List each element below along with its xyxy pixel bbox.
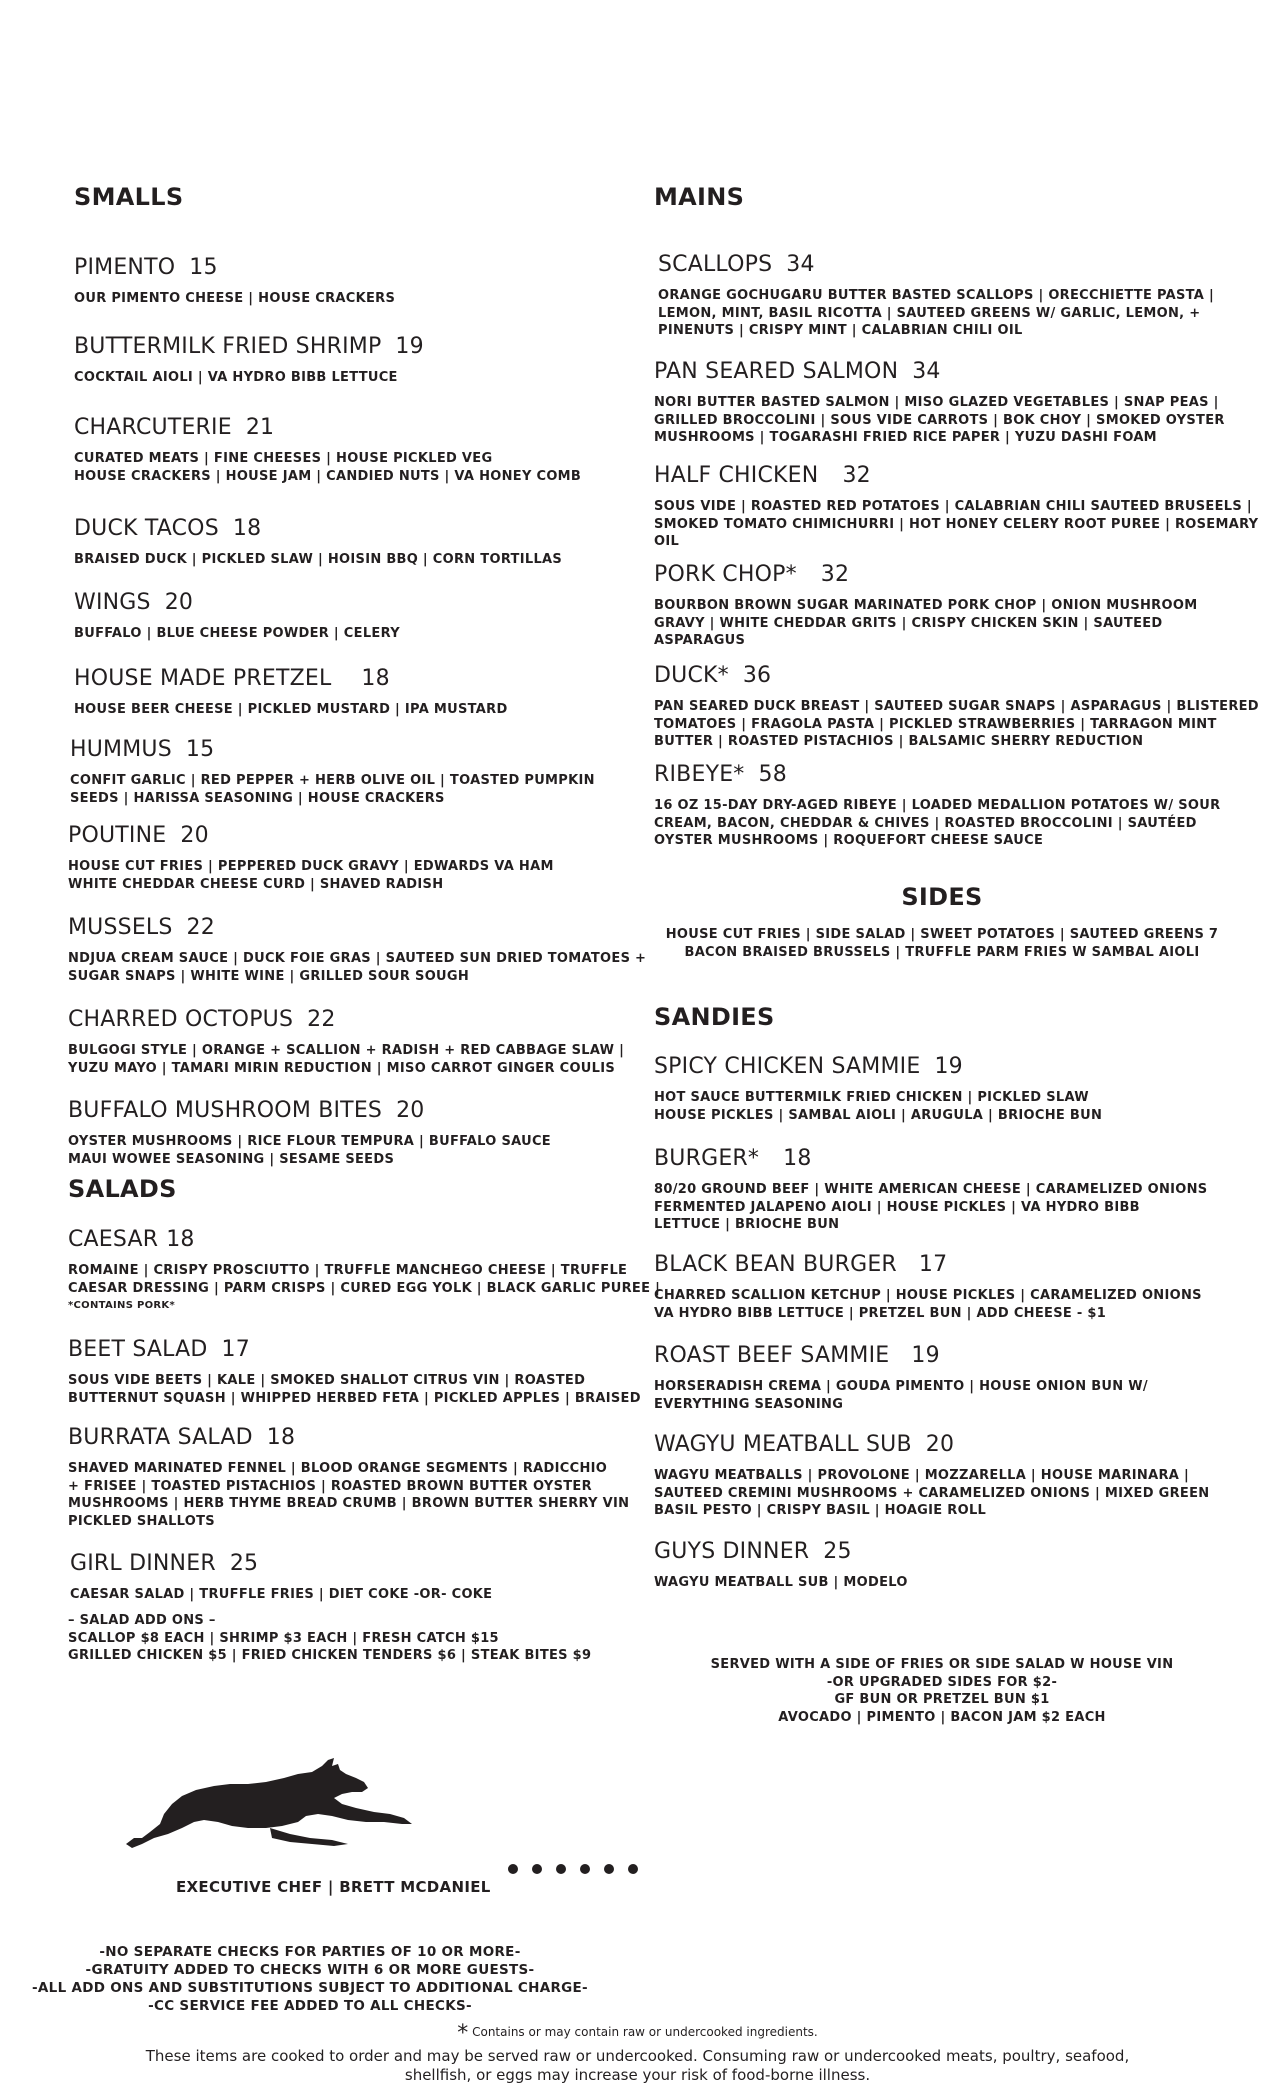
menu-item-charred-octopus: [68, 1007, 624, 1077]
item-name: HALF CHICKEN: [654, 463, 819, 488]
item-desc-line: SOUS VIDE BEETS | KALE | SMOKED SHALLOT CITRUS VIN | ROASTED: [68, 1373, 586, 1388]
item-desc-line: MUSHROOMS | TOGARASHI FRIED RICE PAPER | YUZU DASHI FOAM: [654, 430, 1157, 445]
menu-item-house-made-pretzel: [74, 666, 508, 719]
menu-item-caesar: [68, 1227, 660, 1315]
disclaimer-line: shellfish, or eggs may increase your risk of food-borne illness.: [404, 2066, 871, 2084]
item-desc-line: HORSERADISH CREMA | GOUDA PIMENTO | HOUSE ONION BUN W/: [654, 1379, 1148, 1394]
menu-item-girl-dinner: [70, 1551, 492, 1604]
menu-item-buttermilk-fried-shrimp: [74, 334, 424, 387]
menu-item-duck: [654, 663, 1259, 751]
divider-dot: [532, 1864, 542, 1874]
salad-add-ons: [68, 1612, 591, 1665]
item-price: 17: [221, 1337, 250, 1362]
item-desc-line: CURATED MEATS | FINE CHEESES | HOUSE PICKLED VEG: [74, 451, 493, 466]
item-desc-line: VA HYDRO BIBB LETTUCE | PRETZEL BUN | ADD CHEESE - $1: [654, 1305, 1107, 1321]
item-name: WAGYU MEATBALL SUB: [654, 1432, 912, 1457]
item-name: POUTINE: [68, 823, 167, 848]
dots-divider: [508, 1864, 638, 1874]
item-desc-line: SHAVED MARINATED FENNEL | BLOOD ORANGE SEGMENTS | RADICCHIO: [68, 1461, 608, 1476]
menu-item-half-chicken: [654, 463, 1258, 551]
item-name: PORK CHOP*: [654, 562, 797, 587]
item-desc-line: PAN SEARED DUCK BREAST | SAUTEED SUGAR SNAPS | ASPARAGUS | BLISTERED: [654, 699, 1259, 714]
item-name: DUCK*: [654, 663, 729, 688]
policy-line: -GRATUITY ADDED TO CHECKS WITH 6 OR MORE GUESTS-: [85, 1962, 535, 1978]
section-title-salads: SALADS: [68, 1175, 177, 1203]
item-name: ROAST BEEF SAMMIE: [654, 1343, 890, 1368]
contains-pork-note: *CONTAINS PORK*: [68, 1300, 176, 1311]
item-name: GUYS DINNER: [654, 1539, 810, 1564]
item-price: 36: [742, 663, 772, 688]
menu-item-hummus: [70, 737, 595, 807]
item-price: 18: [232, 516, 262, 541]
item-price: 32: [820, 562, 850, 587]
item-price: 25: [823, 1539, 852, 1564]
item-name: BUTTERMILK FRIED SHRIMP: [74, 334, 382, 359]
item-name: PAN SEARED SALMON: [654, 359, 899, 384]
item-desc-line: SEEDS | HARISSA SEASONING | HOUSE CRACKERS: [70, 790, 445, 806]
item-price: 20: [925, 1432, 955, 1457]
item-name: BUFFALO MUSHROOM BITES: [68, 1098, 383, 1123]
item-name: GIRL DINNER: [70, 1551, 216, 1576]
item-price: 19: [395, 334, 424, 359]
menu-item-beet-salad: [68, 1337, 641, 1407]
item-name: SPICY CHICKEN SAMMIE: [654, 1054, 921, 1079]
item-desc-line: HOUSE PICKLES | SAMBAL AIOLI | ARUGULA | BRIOCHE BUN: [654, 1107, 1103, 1123]
menu-item-burrata-salad: [68, 1425, 629, 1530]
menu-item-pan-seared-salmon: [654, 359, 1225, 447]
item-desc-line: CAESAR DRESSING | PARM CRISPS | CURED EGG YOLK | BLACK GARLIC PUREE |: [68, 1280, 661, 1296]
item-desc-line: WAGYU MEATBALLS | PROVOLONE | MOZZARELLA | HOUSE MARINARA |: [654, 1468, 1189, 1483]
item-price: 21: [245, 415, 275, 440]
item-price: 19: [911, 1343, 940, 1368]
add-ons-line: GRILLED CHICKEN $5 | FRIED CHICKEN TENDERS $6 | STEAK BITES $9: [68, 1648, 592, 1663]
item-desc-line: EVERYTHING SEASONING: [654, 1396, 844, 1412]
item-desc-line: OYSTER MUSHROOMS | ROQUEFORT CHEESE SAUCE: [654, 833, 1044, 848]
item-desc-line: + FRISEE | TOASTED PISTACHIOS | ROASTED BROWN BUTTER OYSTER: [68, 1478, 592, 1494]
item-desc-line: SUGAR SNAPS | WHITE WINE | GRILLED SOUR SOUGH: [68, 968, 470, 984]
divider-dot: [556, 1864, 566, 1874]
item-desc-line: PICKLED SHALLOTS: [68, 1513, 215, 1529]
executive-chef-credit: EXECUTIVE CHEF | BRETT MCDANIEL: [176, 1878, 491, 1896]
item-desc-line: CONFIT GARLIC | RED PEPPER + HERB OLIVE OIL | TOASTED PUMPKIN: [70, 773, 595, 788]
menu-item-pork-chop: [654, 562, 1197, 650]
item-desc-line: BUTTER | ROASTED PISTACHIOS | BALSAMIC SHERRY REDUCTION: [654, 734, 1144, 749]
add-ons-heading: – SALAD ADD ONS –: [68, 1613, 216, 1628]
item-desc-line: LEMON, MINT, BASIL RICOTTA | SAUTEED GREENS W/ GARLIC, LEMON, +: [658, 305, 1201, 321]
item-desc-line: BASIL PESTO | CRISPY BASIL | HOAGIE ROLL: [654, 1503, 987, 1518]
item-name: CHARCUTERIE: [74, 415, 232, 440]
item-desc-line: MAUI WOWEE SEASONING | SESAME SEEDS: [68, 1151, 395, 1167]
policy-line: -ALL ADD ONS AND SUBSTITUTIONS SUBJECT TO ADDITIONAL CHARGE-: [32, 1980, 588, 1996]
item-desc-line: HOUSE CRACKERS | HOUSE JAM | CANDIED NUTS | VA HONEY COMB: [74, 468, 582, 484]
menu-item-guys-dinner: [654, 1539, 908, 1592]
item-price: 34: [786, 252, 815, 277]
item-desc-line: OYSTER MUSHROOMS | RICE FLOUR TEMPURA | BUFFALO SAUCE: [68, 1134, 551, 1149]
add-ons-line: SCALLOP $8 EACH | SHRIMP $3 EACH | FRESH CATCH $15: [68, 1630, 499, 1646]
menu-item-wagyu-meatball-sub: [654, 1432, 1209, 1520]
item-desc-line: OIL: [654, 534, 680, 549]
item-name: BURRATA SALAD: [68, 1425, 253, 1450]
running-rabbit-icon: [120, 1752, 420, 1852]
item-desc-line: 16 OZ 15-DAY DRY-AGED RIBEYE | LOADED MEDALLION POTATOES W/ SOUR: [654, 798, 1221, 813]
item-price: 18: [266, 1425, 296, 1450]
item-desc-line: SAUTEED CREMINI MUSHROOMS + CARAMELIZED ONIONS | MIXED GREEN: [654, 1485, 1210, 1501]
menu-item-black-bean-burger: [654, 1252, 1202, 1322]
item-name: MUSSELS: [68, 915, 173, 940]
item-desc-line: ORANGE GOCHUGARU BUTTER BASTED SCALLOPS | ORECCHIETTE PASTA |: [658, 288, 1215, 303]
item-name: CHARRED OCTOPUS: [68, 1007, 294, 1032]
menu-item-wings: [74, 590, 400, 643]
served-with-line: AVOCADO | PIMENTO | BACON JAM $2 EACH: [778, 1709, 1106, 1725]
item-price: 18: [783, 1146, 812, 1171]
item-desc-line: OUR PIMENTO CHEESE | HOUSE CRACKERS: [74, 291, 396, 306]
sides-line: BACON BRAISED BRUSSELS | TRUFFLE PARM FRIES W SAMBAL AIOLI: [684, 944, 1200, 960]
section-title-sandies: SANDIES: [654, 1003, 775, 1031]
item-name: BLACK BEAN BURGER: [654, 1252, 897, 1277]
menu-item-burger: [654, 1146, 1207, 1234]
item-desc-line: BRAISED DUCK | PICKLED SLAW | HOISIN BBQ | CORN TORTILLAS: [74, 552, 563, 567]
policy-line: -CC SERVICE FEE ADDED TO ALL CHECKS-: [148, 1998, 472, 2014]
item-price: 22: [307, 1007, 336, 1032]
item-desc-line: LETTUCE | BRIOCHE BUN: [654, 1217, 840, 1232]
item-desc-line: BUFFALO | BLUE CHEESE POWDER | CELERY: [74, 626, 400, 641]
item-price: 20: [164, 590, 194, 615]
item-desc-line: WAGYU MEATBALL SUB | MODELO: [654, 1575, 908, 1590]
menu-item-poutine: [68, 823, 554, 893]
item-price: 32: [842, 463, 871, 488]
item-name: CAESAR: [68, 1227, 159, 1252]
item-desc-line: GRILLED BROCCOLINI | SOUS VIDE CARROTS | BOK CHOY | SMOKED OYSTER: [654, 412, 1225, 428]
item-desc-line: SMOKED TOMATO CHIMICHURRI | HOT HONEY CELERY ROOT PUREE | ROSEMARY: [654, 516, 1259, 532]
item-desc-line: FERMENTED JALAPENO AIOLI | HOUSE PICKLES | VA HYDRO BIBB: [654, 1199, 1140, 1215]
item-price: 15: [185, 737, 215, 762]
menu-item-pimento: [74, 255, 395, 308]
item-price: 18: [361, 666, 390, 691]
item-desc-line: SOUS VIDE | ROASTED RED POTATOES | CALABRIAN CHILI SAUTEED BRUSEELS |: [654, 499, 1252, 514]
sandies-served-with: [652, 1656, 1232, 1726]
section-title-mains: MAINS: [654, 183, 745, 211]
item-desc-line: BUTTERNUT SQUASH | WHIPPED HERBED FETA | PICKLED APPLES | BRAISED: [68, 1390, 641, 1406]
item-desc-line: COCKTAIL AIOLI | VA HYDRO BIBB LETTUCE: [74, 370, 398, 385]
menu-item-duck-tacos: [74, 516, 562, 569]
item-desc-line: MUSHROOMS | HERB THYME BREAD CRUMB | BROWN BUTTER SHERRY VIN: [68, 1496, 630, 1511]
item-name: DUCK TACOS: [74, 516, 219, 541]
item-desc-line: HOT SAUCE BUTTERMILK FRIED CHICKEN | PICKLED SLAW: [654, 1090, 1089, 1105]
house-policies: [30, 1943, 590, 2015]
divider-dot: [628, 1864, 638, 1874]
asterisk-mark: *: [457, 2021, 469, 2046]
served-with-line: GF BUN OR PRETZEL BUN $1: [834, 1692, 1050, 1707]
item-desc-line: BULGOGI STYLE | ORANGE + SCALLION + RADISH + RED CABBAGE SLAW |: [68, 1043, 625, 1058]
divider-dot: [604, 1864, 614, 1874]
raw-food-short-text: Contains or may contain raw or undercooked ingredients.: [472, 2025, 818, 2039]
item-desc-line: HOUSE BEER CHEESE | PICKLED MUSTARD | IPA MUSTARD: [74, 702, 508, 717]
section-title-smalls: SMALLS: [74, 183, 184, 211]
disclaimer-line: These items are cooked to order and may be served raw or undercooked. Consuming raw or undercooked meats, poultry, seafood,: [145, 2047, 1130, 2065]
menu-item-mussels: [68, 915, 646, 985]
item-price: 34: [912, 359, 941, 384]
item-desc-line: TOMATOES | FRAGOLA PASTA | PICKLED STRAWBERRIES | TARRAGON MINT: [654, 716, 1217, 732]
item-name: BEET SALAD: [68, 1337, 208, 1362]
item-name: SCALLOPS: [658, 252, 773, 277]
menu-item-scallops: [658, 252, 1214, 340]
menu-item-buffalo-mushroom-bites: [68, 1098, 551, 1168]
item-price: 17: [918, 1252, 948, 1277]
item-desc-line: NORI BUTTER BASTED SALMON | MISO GLAZED VEGETABLES | SNAP PEAS |: [654, 395, 1219, 410]
item-desc-line: PINENUTS | CRISPY MINT | CALABRIAN CHILI OIL: [658, 323, 1023, 338]
divider-dot: [508, 1864, 518, 1874]
item-desc-line: CREAM, BACON, CHEDDAR & CHIVES | ROASTED BROCCOLINI | SAUTÉED: [654, 815, 1197, 831]
item-name: PIMENTO: [74, 255, 176, 280]
item-name: HUMMUS: [70, 737, 172, 762]
item-name: WINGS: [74, 590, 151, 615]
item-price: 20: [396, 1098, 425, 1123]
served-with-line: SERVED WITH A SIDE OF FRIES OR SIDE SALAD W HOUSE VIN: [710, 1657, 1174, 1672]
served-with-line: -OR UPGRADED SIDES FOR $2-: [826, 1674, 1058, 1690]
sides-line: HOUSE CUT FRIES | SIDE SALAD | SWEET POTATOES | SAUTEED GREENS 7: [665, 927, 1219, 942]
item-price: 22: [186, 915, 215, 940]
menu-item-spicy-chicken-sammie: [654, 1054, 1102, 1124]
item-price: 18: [166, 1227, 195, 1252]
raw-food-short-notice: [0, 2021, 1275, 2046]
item-desc-line: GRAVY | WHITE CHEDDAR GRITS | CRISPY CHICKEN SKIN | SAUTEED: [654, 615, 1163, 631]
item-name: HOUSE MADE PRETZEL: [74, 666, 332, 691]
item-price: 15: [189, 255, 218, 280]
item-desc-line: YUZU MAYO | TAMARI MIRIN REDUCTION | MISO CARROT GINGER COULIS: [68, 1060, 616, 1076]
item-name: BURGER*: [654, 1146, 760, 1171]
divider-dot: [580, 1864, 590, 1874]
item-desc-line: ASPARAGUS: [654, 633, 746, 648]
item-price: 58: [758, 762, 787, 787]
raw-food-disclaimer: [0, 2047, 1275, 2085]
item-desc-line: HOUSE CUT FRIES | PEPPERED DUCK GRAVY | EDWARDS VA HAM: [68, 859, 554, 874]
sides-list: [652, 926, 1232, 961]
item-desc-line: CAESAR SALAD | TRUFFLE FRIES | DIET COKE -OR- COKE: [70, 1587, 493, 1602]
item-desc-line: CHARRED SCALLION KETCHUP | HOUSE PICKLES | CARAMELIZED ONIONS: [654, 1288, 1202, 1303]
item-desc-line: ROMAINE | CRISPY PROSCIUTTO | TRUFFLE MANCHEGO CHEESE | TRUFFLE: [68, 1263, 628, 1278]
menu-item-ribeye: [654, 762, 1220, 850]
menu-item-charcuterie: [74, 415, 581, 485]
item-name: RIBEYE*: [654, 762, 745, 787]
policy-line: -NO SEPARATE CHECKS FOR PARTIES OF 10 OR MORE-: [99, 1944, 521, 1960]
item-price: 20: [180, 823, 209, 848]
item-price: 25: [229, 1551, 259, 1576]
section-title-sides: SIDES: [901, 883, 983, 911]
item-desc-line: 80/20 GROUND BEEF | WHITE AMERICAN CHEESE | CARAMELIZED ONIONS: [654, 1182, 1208, 1197]
item-desc-line: WHITE CHEDDAR CHEESE CURD | SHAVED RADISH: [68, 876, 444, 892]
item-desc-line: NDJUA CREAM SAUCE | DUCK FOIE GRAS | SAUTEED SUN DRIED TOMATOES +: [68, 951, 647, 966]
item-price: 19: [934, 1054, 963, 1079]
menu-item-roast-beef-sammie: [654, 1343, 1148, 1413]
item-desc-line: BOURBON BROWN SUGAR MARINATED PORK CHOP | ONION MUSHROOM: [654, 598, 1198, 613]
